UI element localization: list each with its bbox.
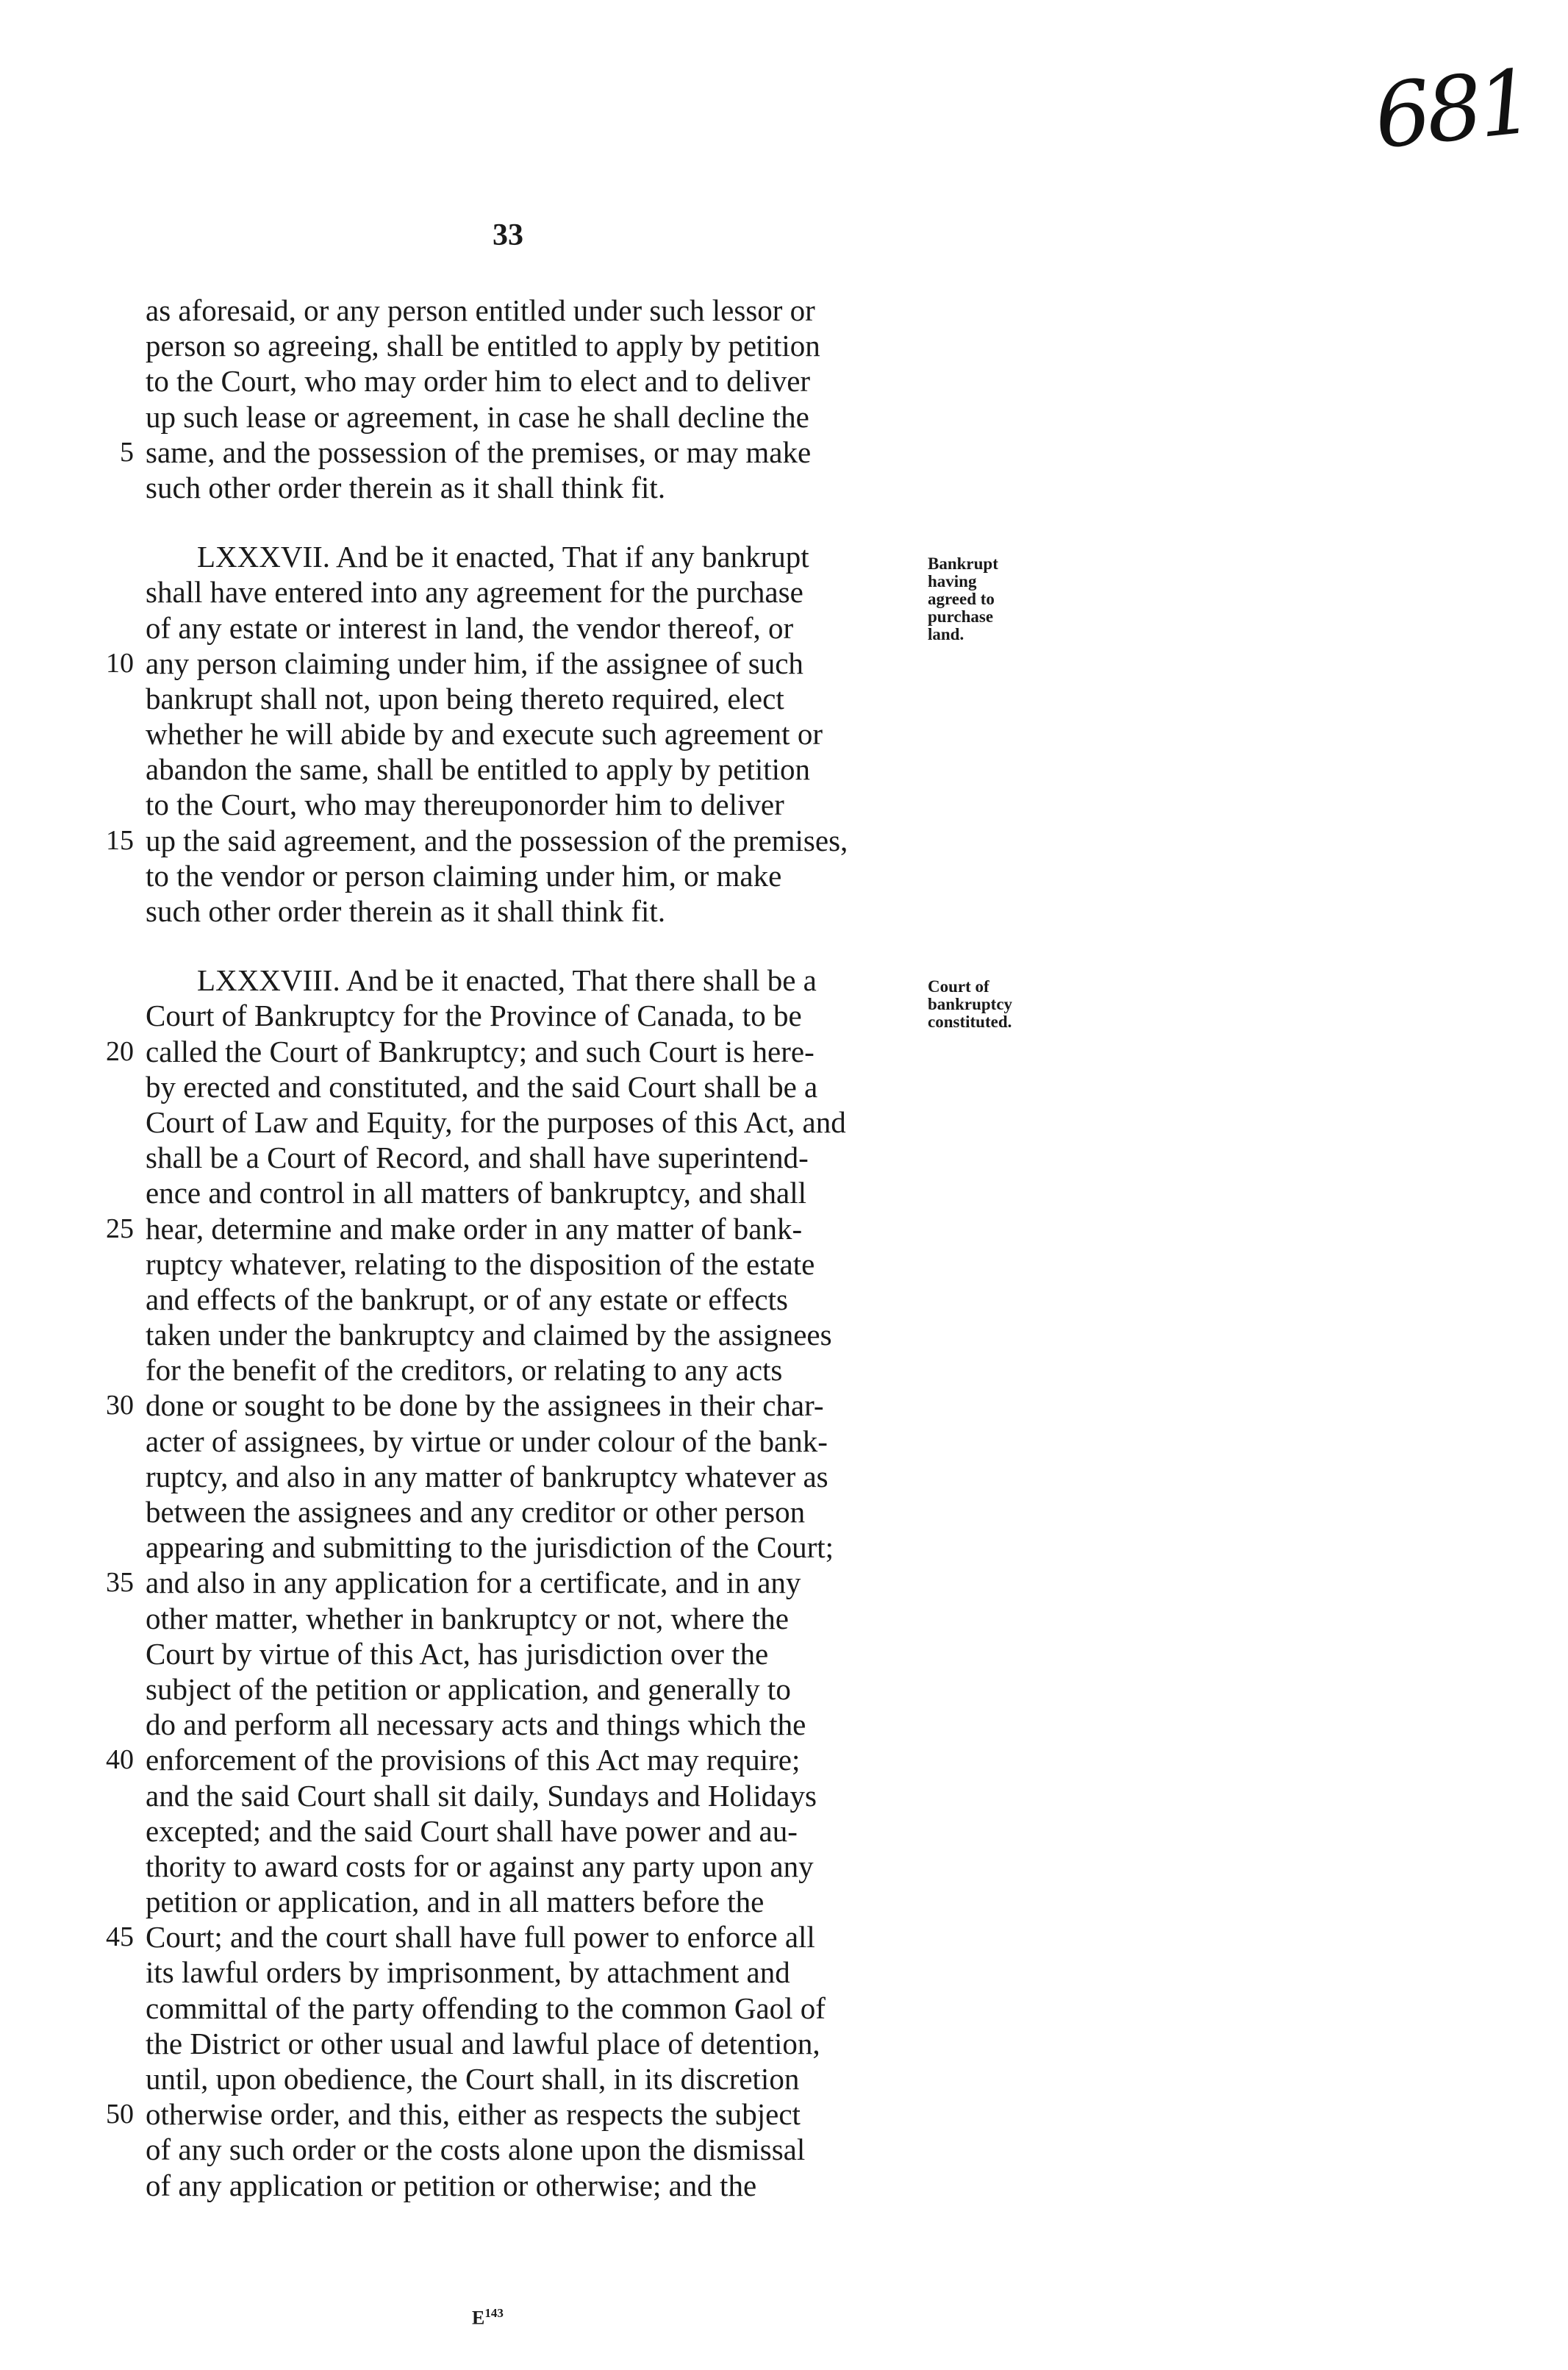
- line-text: of any estate or interest in land, the vendor thereof, or: [146, 610, 794, 645]
- line-text: hear, determine and make order in any matter of bank-: [146, 1211, 803, 1246]
- line-text: of any application or petition or otherwise; and the: [146, 2168, 757, 2202]
- line-text: enforcement of the provisions of this Act may require;: [146, 1743, 801, 1777]
- text-line: [110, 1459, 934, 1494]
- text-line: [110, 752, 934, 787]
- margin-note-line: Bankrupt: [928, 554, 998, 573]
- line-text: shall be a Court of Record, and shall have superintend-: [146, 1141, 809, 1175]
- line-text: Court of Law and Equity, for the purposes of this Act, and: [146, 1104, 846, 1139]
- line-text: appearing and submitting to the jurisdiction of the Court;: [146, 1530, 834, 1565]
- text-line: [110, 1778, 934, 1813]
- text-line: [110, 1352, 934, 1388]
- paragraph-gap: [110, 929, 934, 963]
- line-text: Court; and the court shall have full power to enforce all: [146, 1920, 815, 1955]
- line-text: other matter, whether in bankruptcy or not, where the: [146, 1601, 789, 1635]
- paragraph: [106, 539, 934, 929]
- text-line: [110, 293, 934, 328]
- text-line: [110, 1494, 934, 1530]
- text-line: [110, 787, 934, 822]
- text-line: [106, 1034, 934, 1069]
- text-line: [110, 2061, 934, 2096]
- text-line: [110, 1424, 934, 1459]
- line-text: petition or application, and in all matters before the: [146, 1885, 765, 1919]
- line-text: and the said Court shall sit daily, Sundays and Holidays: [146, 1778, 817, 1813]
- line-text: person so agreeing, shall be entitled to apply by petition: [146, 329, 820, 363]
- text-line: [110, 2238, 934, 2274]
- line-text: ruptcy, and also in any matter of bankruptcy whatever as: [146, 1459, 828, 1493]
- text-column: [106, 293, 934, 2274]
- text-line: [106, 823, 934, 858]
- line-text: LXXXVIII. And be it enacted, That there shall be a: [197, 963, 817, 998]
- text-line: [110, 610, 934, 646]
- line-number: 15: [106, 824, 134, 856]
- margin-note-court-of-bankruptcy: [928, 978, 1053, 1031]
- text-line: [110, 681, 934, 716]
- line-text: up the said agreement, and the possession of the premises,: [146, 823, 848, 857]
- text-line: [110, 539, 934, 574]
- text-line: [110, 1813, 934, 1849]
- line-text: to the vendor or person claiming under him, or make: [146, 858, 782, 893]
- line-text: for the benefit of the creditors, or relating to any acts: [146, 1353, 783, 1388]
- text-line: [106, 1919, 934, 1955]
- line-number: 5: [120, 436, 134, 468]
- handwritten-folio-number: 681: [1370, 51, 1535, 169]
- text-line: [110, 2026, 934, 2061]
- text-line: [106, 1211, 934, 1246]
- line-text: ruptcy whatever, relating to the disposition of the estate: [146, 1246, 815, 1281]
- text-line: [110, 893, 934, 929]
- line-text: do and perform all necessary acts and things which the: [146, 1707, 806, 1742]
- text-line: [110, 716, 934, 752]
- text-line: [110, 1530, 934, 1565]
- line-text: to the Court, who may order him to elect and to deliver: [146, 364, 811, 399]
- line-text: LXXXVII. And be it enacted, That if any bankrupt: [197, 540, 809, 574]
- text-line: [110, 470, 934, 505]
- line-text: subject of the petition or application, and generally to: [146, 1671, 791, 1706]
- line-text: as aforesaid, or any person entitled under such lessor or: [146, 293, 815, 327]
- line-text: committal of the party offending to the common Gaol of: [146, 1991, 826, 2025]
- line-text: such other order therein as it shall think fit.: [146, 894, 666, 928]
- line-text: shall have entered into any agreement for the purchase: [146, 575, 803, 610]
- text-line: [110, 328, 934, 363]
- line-text: taken under the bankruptcy and claimed by the assignees: [146, 1318, 832, 1352]
- text-line: [110, 1069, 934, 1104]
- text-line: [110, 399, 934, 435]
- line-text: abandon the same, shall be entitled to apply by petition: [146, 752, 811, 787]
- signature-number: 143: [484, 2306, 504, 2320]
- line-text: between the assignees and any creditor or other person: [146, 1495, 806, 1529]
- text-line: [106, 1742, 934, 1777]
- paragraph: [110, 293, 934, 505]
- text-line: [110, 1991, 934, 2026]
- line-number: 40: [106, 1744, 134, 1776]
- paragraph: [106, 963, 934, 2274]
- text-line: [110, 363, 934, 399]
- line-number: 35: [106, 1567, 134, 1599]
- page-number: 33: [493, 218, 523, 252]
- line-text: acter of assignees, by virtue or under colour of the bank-: [146, 1424, 828, 1458]
- margin-note-bankrupt-purchase: [928, 555, 1053, 643]
- line-number: 30: [106, 1390, 134, 1421]
- line-text: any person claiming under him, if the assignee of such: [146, 646, 803, 680]
- printer-signature-mark: [472, 2306, 504, 2330]
- margin-note-line: Court of: [928, 977, 989, 996]
- text-line: [106, 2096, 934, 2132]
- line-text: such other order therein as it shall think fit.: [146, 470, 666, 504]
- text-line: [110, 1849, 934, 1884]
- margin-note-line: agreed to: [928, 590, 995, 608]
- margin-note-line: having: [928, 572, 977, 590]
- text-line: [110, 1282, 934, 1317]
- line-number: 45: [106, 1921, 134, 1953]
- line-text: bankrupt shall not, upon being thereto required, elect: [146, 681, 784, 715]
- line-number: 10: [106, 647, 134, 679]
- text-line: [110, 1636, 934, 1671]
- text-line: [110, 2203, 934, 2238]
- text-line: [110, 1601, 934, 1636]
- text-line: [110, 1955, 934, 1990]
- text-line: [106, 1565, 934, 1600]
- line-text: same, and the possession of the premises, or may make: [146, 435, 812, 469]
- line-text: ence and control in all matters of bankruptcy, and shall: [146, 1176, 807, 1210]
- text-line: [110, 963, 934, 998]
- line-text: and also in any application for a certificate, and in any: [146, 1566, 801, 1600]
- line-number: 20: [106, 1035, 134, 1067]
- line-text: Court by virtue of this Act, has jurisdiction over the: [146, 1636, 769, 1671]
- margin-note-line: bankruptcy: [928, 995, 1013, 1013]
- line-text: and effects of the bankrupt, or of any estate or effects: [146, 1282, 788, 1316]
- text-line: [110, 1707, 934, 1742]
- text-line: [110, 574, 934, 610]
- line-text: to the Court, who may thereuponorder him to deliver: [146, 788, 784, 822]
- line-text: excepted; and the said Court shall have power and au-: [146, 1813, 798, 1848]
- text-line: [110, 998, 934, 1033]
- line-text: Court of Bankruptcy for the Province of Canada, to be: [146, 999, 802, 1033]
- line-text: whether he will abide by and execute such agreement or: [146, 717, 823, 752]
- text-line: [110, 858, 934, 893]
- line-text: up such lease or agreement, in case he shall decline the: [146, 399, 809, 434]
- margin-note-line: constituted.: [928, 1013, 1012, 1031]
- margin-note-line: purchase: [928, 607, 994, 626]
- text-line: [106, 1388, 934, 1423]
- line-text: done or sought to be done by the assignees in their char-: [146, 1388, 824, 1423]
- line-text: by erected and constituted, and the said Court shall be a: [146, 1069, 818, 1104]
- text-line: [110, 1175, 934, 1210]
- text-line: [110, 435, 934, 470]
- line-text: until, upon obedience, the Court shall, in its discretion: [146, 2062, 800, 2096]
- line-text: otherwise order, and this, either as respects the subject: [146, 2097, 801, 2132]
- text-line: [110, 2132, 934, 2167]
- line-number: 25: [106, 1213, 134, 1244]
- line-text: of any such order or the costs alone upon the dismissal: [146, 2132, 806, 2167]
- line-text: called the Court of Bankruptcy; and such Court is here-: [146, 1034, 815, 1068]
- line-text: its lawful orders by imprisonment, by attachment and: [146, 1955, 790, 1990]
- text-line: [110, 1884, 934, 1919]
- text-line: [110, 1671, 934, 1707]
- text-line: [110, 1140, 934, 1175]
- text-line: [110, 1317, 934, 1352]
- line-text: the District or other usual and lawful place of detention,: [146, 2026, 820, 2060]
- text-line: [106, 646, 934, 681]
- line-number: 50: [106, 2099, 134, 2130]
- text-line: [110, 2168, 934, 2203]
- line-text: thority to award costs for or against any party upon any: [146, 1849, 814, 1883]
- margin-note-line: land.: [928, 625, 964, 643]
- text-line: [110, 1104, 934, 1140]
- paragraph-gap: [110, 505, 934, 539]
- signature-letter: E: [472, 2307, 485, 2329]
- text-line: [110, 1246, 934, 1282]
